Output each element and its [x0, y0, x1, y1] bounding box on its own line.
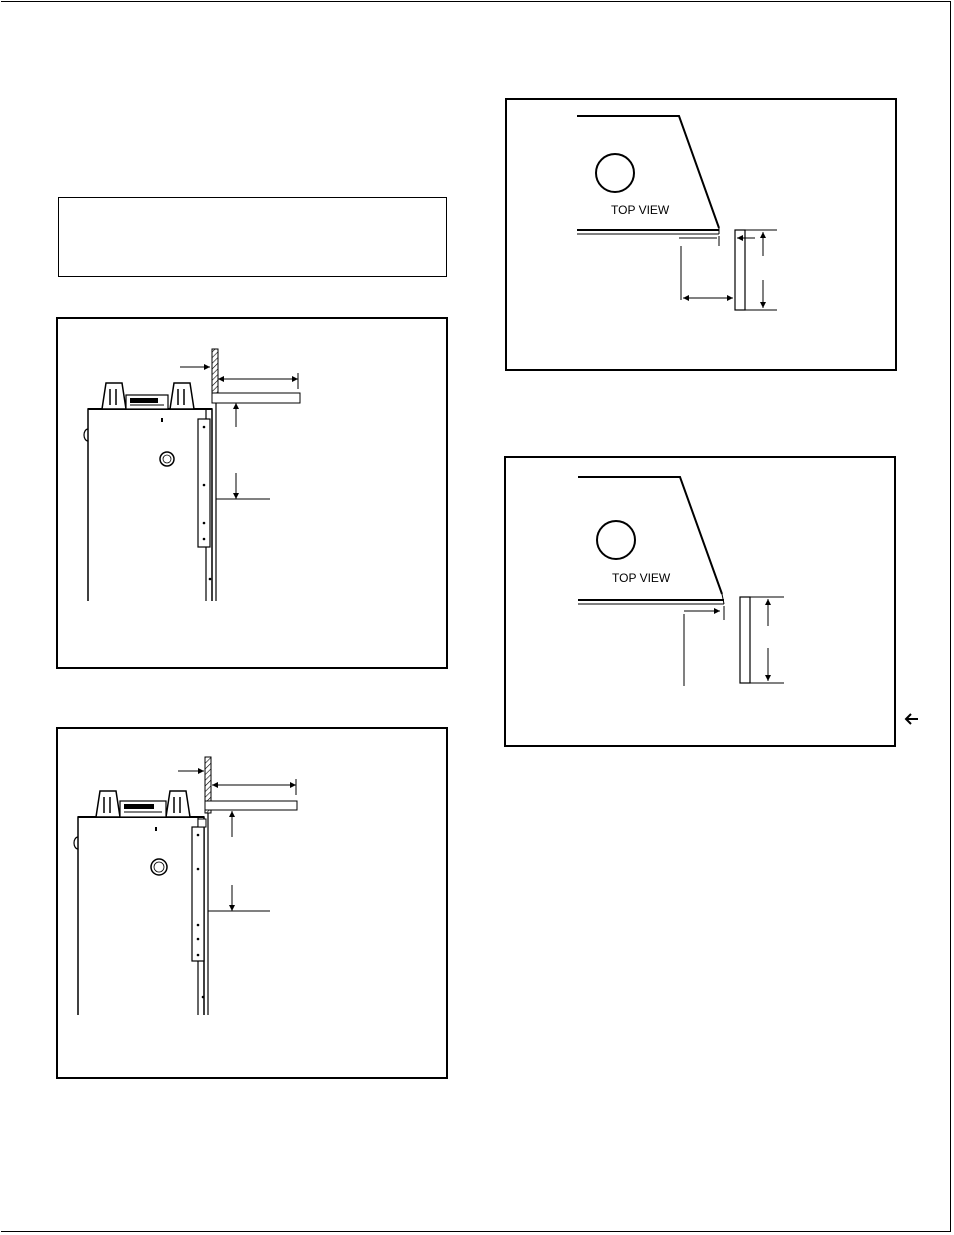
note-box	[58, 197, 447, 277]
vent-right	[170, 383, 194, 409]
flue-circle	[597, 521, 635, 559]
top-view-drawing-1	[507, 100, 899, 373]
side-view-figure-1	[56, 317, 448, 669]
left-arrow-icon	[904, 712, 920, 726]
mantel-end	[735, 230, 745, 310]
flue-opening	[151, 859, 167, 875]
fireplace-body	[88, 409, 212, 601]
top-view-label: TOP VIEW	[611, 203, 670, 217]
top-view-label: TOP VIEW	[612, 571, 671, 585]
side-bracket	[198, 419, 210, 547]
top-view-figure-1	[505, 98, 897, 371]
mantel-end	[740, 597, 750, 683]
fireplace-body	[78, 817, 204, 1015]
top-view-figure-2	[504, 456, 896, 747]
flue-opening	[160, 452, 174, 466]
mantel-shelf	[205, 801, 297, 810]
side-view-drawing-2	[58, 729, 450, 1081]
top-view-drawing-2	[506, 458, 898, 749]
vent-left	[102, 383, 126, 409]
vent-right	[166, 791, 190, 817]
side-bracket	[192, 827, 204, 961]
vent-left	[96, 791, 120, 817]
flue-circle	[596, 154, 634, 192]
mantel-shelf	[212, 393, 300, 403]
side-view-figure-2	[56, 727, 448, 1079]
side-view-drawing-1	[58, 319, 450, 671]
